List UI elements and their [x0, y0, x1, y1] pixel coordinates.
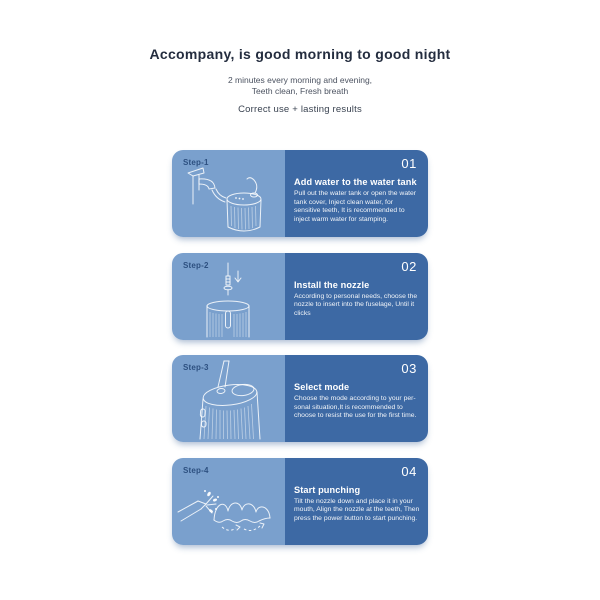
step-card-4 [172, 458, 428, 545]
step-description: Pull out the water tank or open the water tank cover, Inject clean water, for sensitive teeth, It is recommended to inject warm water for stamping. [294, 190, 417, 223]
step-1-text-panel [285, 150, 428, 237]
step-card-2 [172, 253, 428, 340]
step-4-text-panel [285, 458, 428, 545]
step-text-block [294, 280, 420, 319]
step-number: 03 [401, 361, 417, 376]
step-title: Start punching [294, 484, 361, 495]
faucet-filling-tank-icon [176, 166, 282, 236]
step-label: Step-4 [183, 465, 209, 475]
step-description: According to personal needs, choose the nozzle to insert into the fuselage, Until it clicks [294, 292, 418, 317]
step-title: Add water to the water tank [294, 177, 417, 187]
subtitle-line-2: Teeth clean, Fresh breath [251, 86, 349, 96]
step-2-illustration-panel [172, 253, 285, 340]
step-number: 02 [401, 258, 417, 274]
step-text-block [294, 382, 420, 421]
page-title: Accompany, is good morning to good night [149, 46, 451, 62]
step-text-block [294, 485, 420, 524]
step-label: Step-1 [183, 158, 209, 167]
nozzle-insert-icon [176, 261, 282, 339]
subtitle-line-1: 2 minutes every morning and evening, [227, 75, 373, 85]
step-text-block [294, 177, 420, 224]
page-tagline: Correct use + lasting results [238, 104, 362, 115]
header [0, 46, 600, 115]
steps-list [172, 150, 428, 545]
step-label: Step-3 [183, 363, 209, 372]
step-label: Step-2 [183, 260, 209, 270]
device-mode-icon [176, 359, 282, 441]
step-card-1 [172, 150, 428, 237]
page-subtitle [0, 75, 600, 97]
step-2-text-panel [285, 253, 428, 340]
step-number: 01 [401, 156, 417, 171]
teeth-spray-icon [176, 464, 282, 544]
step-title: Select mode [294, 382, 350, 392]
step-4-illustration-panel [172, 458, 285, 545]
step-title: Install the nozzle [294, 279, 370, 290]
step-description: Choose the mode according to your per-sonal situation,It is recommended to choose to resist the use for the first time. [294, 395, 417, 420]
step-3-text-panel [285, 355, 428, 442]
step-number: 04 [401, 463, 417, 479]
step-card-3 [172, 355, 428, 442]
step-3-illustration-panel [172, 355, 285, 442]
step-description: Tilt the nozzle down and place it in your mouth, Align the nozzle at the teeth, Then press the power button to start punching. [294, 497, 420, 522]
step-1-illustration-panel [172, 150, 285, 237]
